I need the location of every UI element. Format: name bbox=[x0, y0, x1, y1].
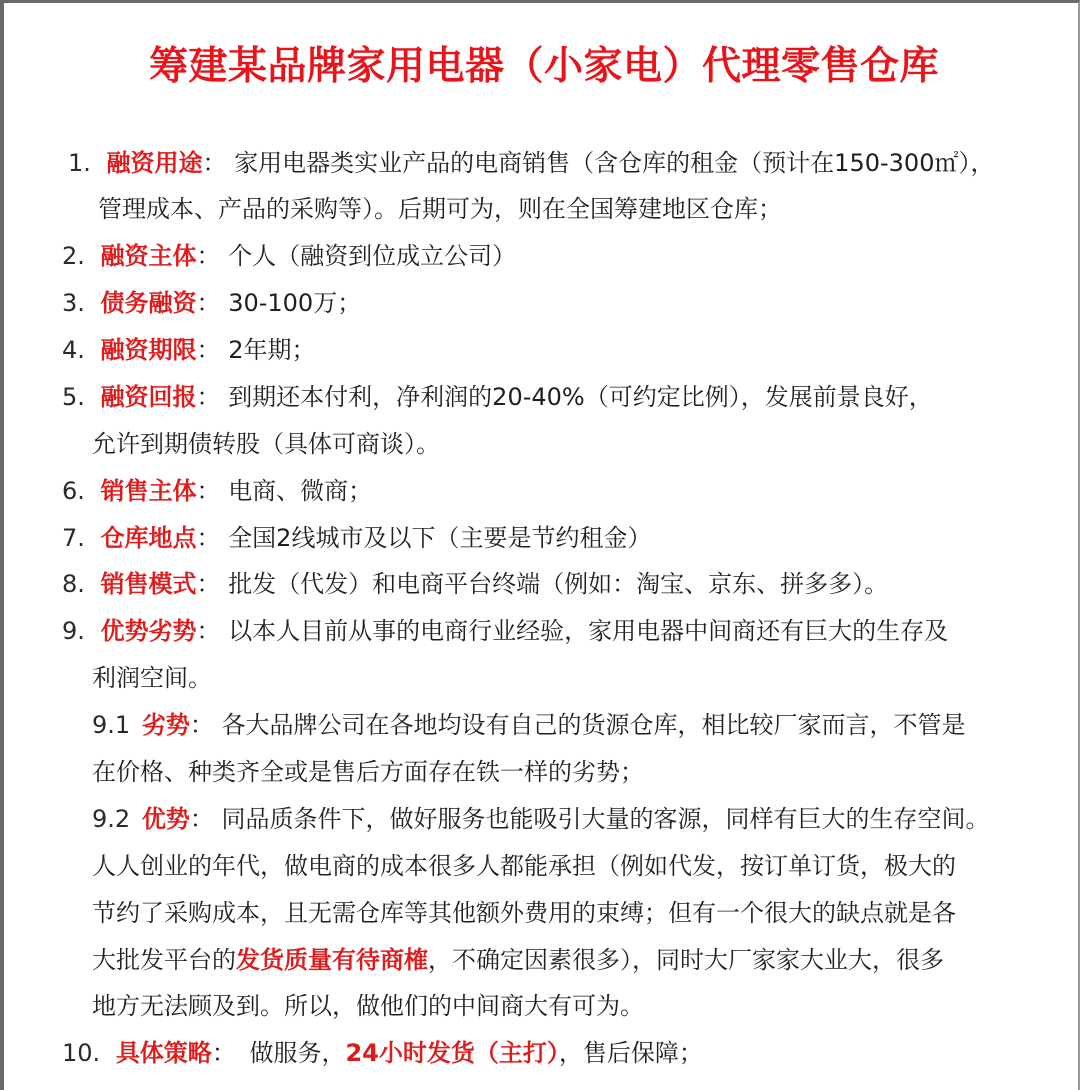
item-text: 到期还本付利，净利润的20-40%（可约定比例），发展前景良好， bbox=[228, 383, 933, 411]
sub-item-9-1-continuation bbox=[92, 757, 644, 787]
sub-item-text: 同品质条件下，做好服务也能吸引大量的客源，同样有巨大的生存空间。 bbox=[221, 805, 990, 833]
list-item-8 bbox=[62, 569, 888, 599]
item-separator: ： bbox=[211, 1039, 236, 1067]
list-item-4 bbox=[62, 335, 315, 365]
item-number: 1. bbox=[68, 149, 91, 177]
sub-item-9-2-line-5 bbox=[92, 991, 644, 1021]
sub-item-key: 劣势 bbox=[141, 711, 190, 739]
item-key: 销售模式 bbox=[100, 570, 197, 598]
sub-item-9-2-line-4 bbox=[92, 945, 944, 975]
item-number: 8. bbox=[62, 570, 85, 598]
sub-item-9-1 bbox=[92, 710, 965, 740]
item-text: 以本人目前从事的电商行业经验，家用电器中间商还有巨大的生存及 bbox=[228, 617, 949, 645]
sub-item-text: 各大品牌公司在各地均设有自己的货源仓库，相比较厂家而言，不管是 bbox=[221, 711, 966, 739]
list-item-9 bbox=[62, 616, 948, 646]
item-text: 批发（代发）和电商平台终端（例如：淘宝、京东、拼多多）。 bbox=[228, 570, 889, 598]
sub-item-separator: ： bbox=[189, 805, 214, 833]
item-key: 具体策略 bbox=[115, 1039, 212, 1067]
item-text-tail: ，售后保障； bbox=[558, 1039, 703, 1067]
list-item-7 bbox=[62, 523, 651, 553]
item-number: 7. bbox=[62, 524, 85, 552]
list-item-9-continuation bbox=[92, 663, 212, 693]
list-item-2 bbox=[62, 241, 516, 271]
sub-item-9-2-line-3 bbox=[92, 898, 956, 928]
item-text: 个人（融资到位成立公司） bbox=[228, 242, 517, 270]
item-number: 3. bbox=[62, 289, 85, 317]
item-separator: ： bbox=[196, 289, 221, 317]
item-text: 电商、微商； bbox=[228, 477, 373, 505]
item-separator: ： bbox=[196, 477, 221, 505]
item-text: 做服务， bbox=[249, 1039, 346, 1067]
item-key: 融资回报 bbox=[100, 383, 197, 411]
sub-item-text-continued: 地方无法顾及到。所以，做他们的中间商大有可为。 bbox=[92, 992, 644, 1020]
item-number: 2. bbox=[62, 242, 85, 270]
item-number: 10. bbox=[62, 1039, 101, 1067]
item-text-continued: 利润空间。 bbox=[92, 664, 212, 692]
item-key: 优势劣势 bbox=[100, 617, 197, 645]
item-separator: ： bbox=[196, 617, 221, 645]
sub-item-text-continued: 人人创业的年代，做电商的成本很多人都能承担（例如代发，按订单订货，极大的 bbox=[92, 852, 956, 880]
sub-item-text-continued: 在价格、种类齐全或是售后方面存在铁一样的劣势； bbox=[92, 758, 644, 786]
item-key: 融资用途 bbox=[106, 149, 203, 177]
highlight-text: 24小时发货（主打） bbox=[345, 1039, 559, 1067]
item-text: 全国2线城市及以下（主要是节约租金） bbox=[228, 524, 652, 552]
item-text: 家用电器类实业产品的电商销售（含仓库的租金（预计在150-300㎡）， bbox=[234, 149, 995, 177]
item-separator: ： bbox=[202, 149, 227, 177]
document-title: 筹建某品牌家用电器（小家电）代理零售仓库 bbox=[148, 43, 939, 89]
sub-item-key: 优势 bbox=[141, 805, 190, 833]
item-separator: ： bbox=[196, 336, 221, 364]
item-separator: ： bbox=[196, 570, 221, 598]
list-item-1 bbox=[68, 148, 994, 178]
item-key: 融资主体 bbox=[100, 242, 197, 270]
item-text: 30-100万； bbox=[228, 289, 362, 317]
item-separator: ： bbox=[196, 242, 221, 270]
list-item-3 bbox=[62, 288, 361, 318]
list-item-5-continuation bbox=[92, 429, 440, 459]
highlight-text: 发货质量有待商榷 bbox=[236, 946, 428, 974]
sub-item-9-2-line-2 bbox=[92, 851, 956, 881]
item-number: 4. bbox=[62, 336, 85, 364]
item-key: 仓库地点 bbox=[100, 524, 197, 552]
list-item-10 bbox=[62, 1038, 703, 1068]
item-number: 5. bbox=[62, 383, 85, 411]
list-item-6 bbox=[62, 476, 372, 506]
sub-item-number: 9.1 bbox=[92, 711, 131, 739]
item-text-continued: 允许到期债转股（具体可商谈）。 bbox=[92, 430, 440, 458]
item-number: 9. bbox=[62, 617, 85, 645]
item-key: 销售主体 bbox=[100, 477, 197, 505]
list-item-5 bbox=[62, 382, 933, 412]
sub-item-number: 9.2 bbox=[92, 805, 131, 833]
list-item-1-continuation bbox=[98, 194, 782, 224]
sub-item-text-continued: ，不确定因素很多），同时大厂家家大业大，很多 bbox=[428, 946, 944, 974]
sub-item-text-continued: 节约了采购成本，且无需仓库等其他额外费用的束缚；但有一个很大的缺点就是各 bbox=[92, 899, 956, 927]
sub-item-9-2 bbox=[92, 804, 989, 834]
item-key: 债务融资 bbox=[100, 289, 197, 317]
item-number: 6. bbox=[62, 477, 85, 505]
item-key: 融资期限 bbox=[100, 336, 197, 364]
item-text: 2年期； bbox=[228, 336, 316, 364]
item-separator: ： bbox=[196, 524, 221, 552]
item-separator: ： bbox=[196, 383, 221, 411]
item-text-continued: 管理成本、产品的采购等）。后期可为，则在全国筹建地区仓库； bbox=[98, 195, 782, 223]
sub-item-separator: ： bbox=[189, 711, 214, 739]
sub-item-text-continued: 大批发平台的 bbox=[92, 946, 236, 974]
